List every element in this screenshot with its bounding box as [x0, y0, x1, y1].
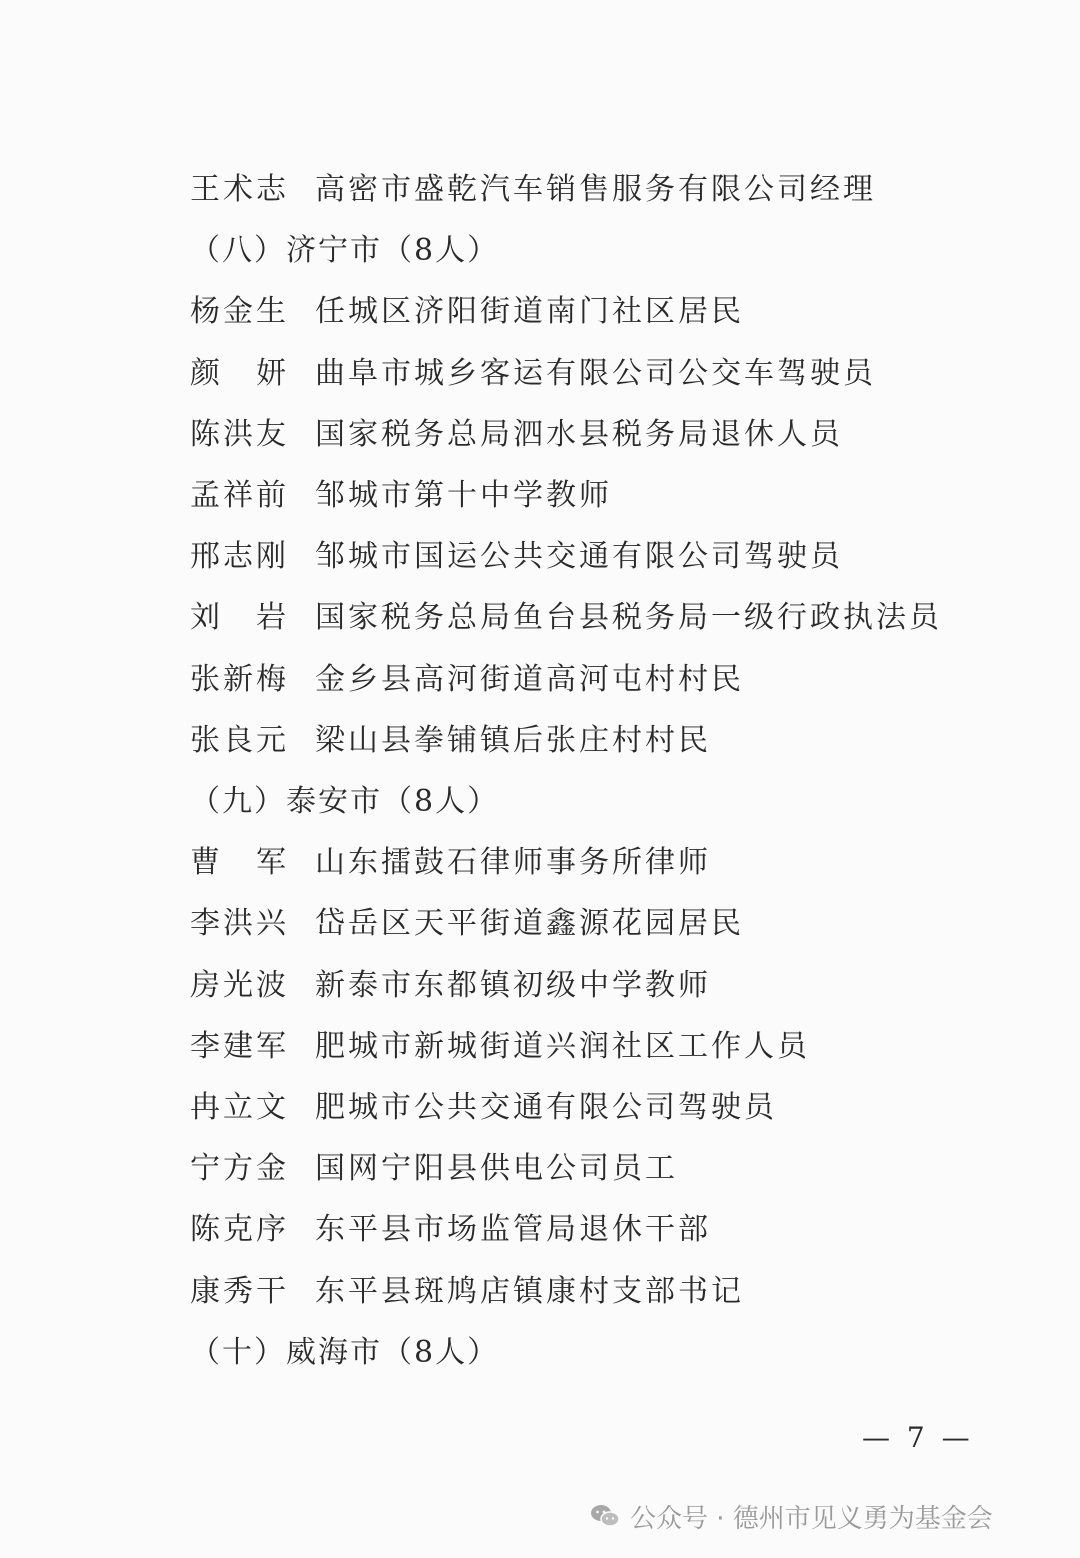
list-item: [190, 290, 744, 334]
list-item: [190, 1086, 777, 1130]
person-description: 东平县市场监管局退休干部: [315, 1212, 711, 1248]
person-description: 曲阜市城乡客运有限公司公交车驾驶员: [315, 355, 876, 391]
person-description: 肥城市公共交通有限公司驾驶员: [315, 1090, 777, 1125]
person-name: 陈洪友: [190, 416, 289, 452]
person-name: 康秀干: [190, 1273, 289, 1309]
list-item: [190, 168, 876, 212]
wechat-icon: [590, 1503, 620, 1529]
list-item: [190, 596, 942, 640]
page-number: — 7 —: [862, 1421, 974, 1454]
person-description: 梁山县拳铺镇后张庄村村民: [315, 722, 711, 758]
section-heading: （十）威海市（8人）: [190, 1334, 500, 1370]
person-description: 邹城市国运公共交通有限公司驾驶员: [315, 539, 843, 575]
list-item: [190, 964, 711, 1008]
watermark: [590, 1494, 993, 1538]
list-item: [190, 352, 876, 396]
person-description: 金乡县高河街道高河屯村村民: [315, 661, 744, 697]
list-item: [190, 658, 744, 702]
person-description: 岱岳区天平街道鑫源花园居民: [315, 906, 744, 942]
person-description: 国家税务总局泗水县税务局退休人员: [315, 416, 843, 452]
watermark-text: 公众号 · 德州市见义勇为基金会: [630, 1503, 993, 1534]
list-item: [190, 902, 744, 946]
person-name: 房光波: [190, 967, 289, 1003]
list-item: [190, 719, 711, 763]
list-item: [190, 841, 711, 885]
list-item: [190, 413, 843, 457]
person-description: 高密市盛乾汽车销售服务有限公司经理: [315, 172, 876, 207]
section-heading: （九）泰安市（8人）: [190, 784, 500, 819]
person-name: 张良元: [190, 722, 289, 758]
person-name: 李建军: [190, 1028, 289, 1064]
person-description: 邹城市第十中学教师: [315, 478, 612, 513]
person-name: 宁方金: [190, 1151, 289, 1187]
person-description: 东平县斑鸠店镇康村支部书记: [315, 1273, 744, 1309]
person-description: 国家税务总局鱼台县税务局一级行政执法员: [315, 600, 942, 636]
person-name: 曹 军: [190, 845, 289, 881]
list-item: [190, 1208, 711, 1252]
person-name: 张新梅: [190, 661, 289, 697]
person-name: 孟祥前: [190, 478, 289, 513]
list-item: [190, 474, 612, 518]
person-description: 新泰市东都镇初级中学教师: [315, 967, 711, 1003]
person-name: 邢志刚: [190, 539, 289, 575]
person-description: 山东擂鼓石律师事务所律师: [315, 845, 711, 881]
list-item: [190, 1270, 744, 1314]
person-name: 刘 岩: [190, 600, 289, 636]
person-name: 陈克序: [190, 1212, 289, 1248]
list-item: [190, 535, 843, 579]
person-name: 李洪兴: [190, 906, 289, 942]
person-name: 王术志: [190, 172, 289, 207]
person-name: 杨金生: [190, 294, 289, 330]
person-name: 颜 妍: [190, 355, 289, 391]
section-heading: （八）济宁市（8人）: [190, 233, 500, 269]
person-description: 国网宁阳县供电公司员工: [315, 1151, 678, 1187]
list-item: [190, 1025, 810, 1069]
list-item: [190, 1147, 678, 1191]
person-description: 任城区济阳街道南门社区居民: [315, 294, 744, 330]
person-name: 冉立文: [190, 1090, 289, 1125]
person-description: 肥城市新城街道兴润社区工作人员: [315, 1028, 810, 1064]
